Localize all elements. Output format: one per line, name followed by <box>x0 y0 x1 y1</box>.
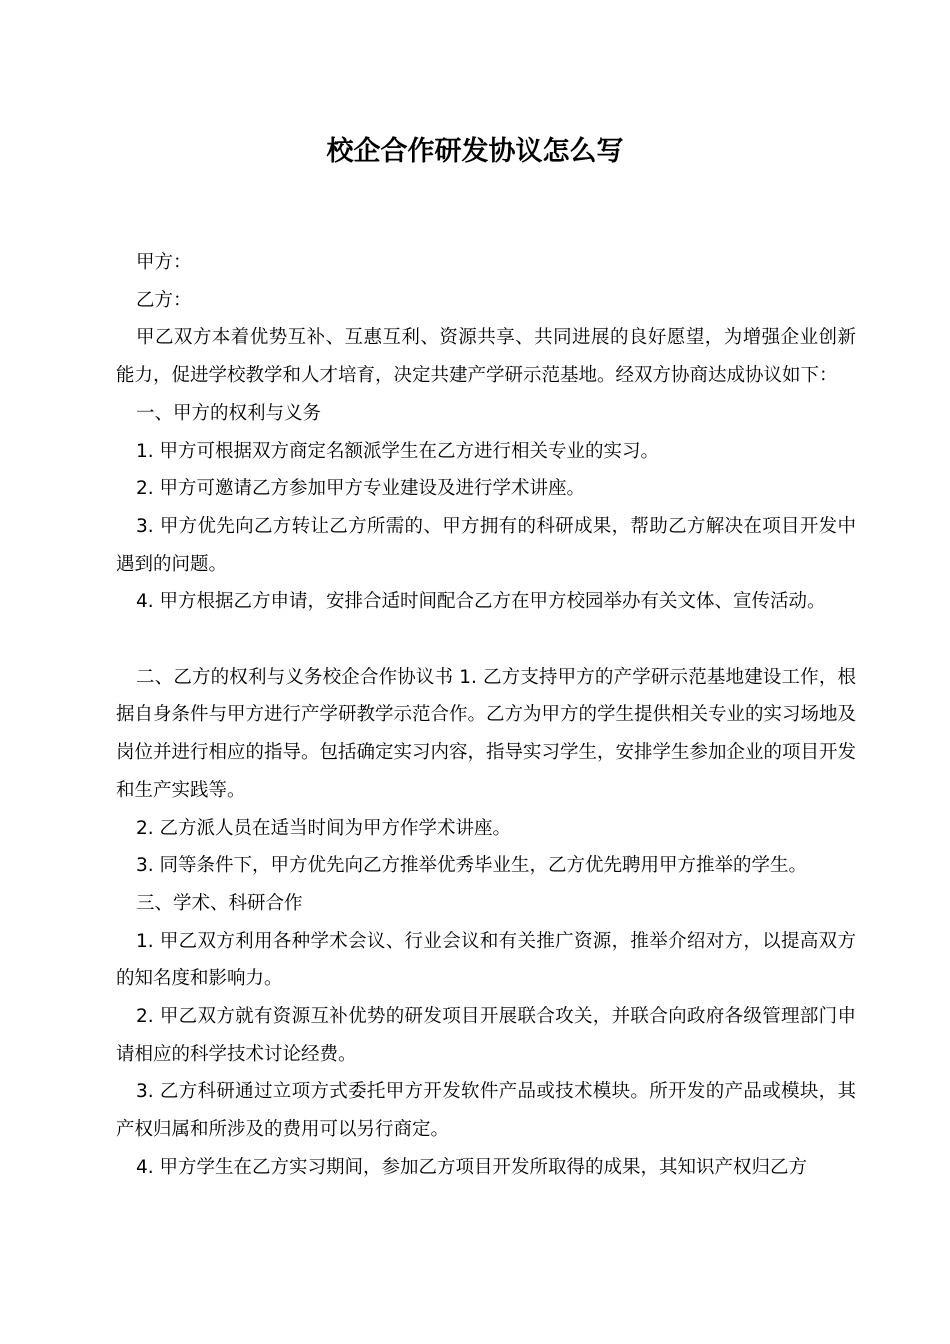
document-title: 校企合作研发协议怎么写 <box>326 136 624 167</box>
section-heading-1: 一、甲方的权利与义务 <box>136 402 322 424</box>
party-a-line: 甲方： <box>136 252 192 273</box>
clause-1-4: 4. 甲方根据乙方申请，安排合适时间配合乙方在甲方校园举办有关文体、宣传活动。 <box>136 591 826 613</box>
party-b-line: 乙方： <box>136 289 192 311</box>
clause-3-4: 4. 甲方学生在乙方实习期间，参加乙方项目开发所取得的成果，其知识产权归乙方 <box>136 1156 808 1178</box>
clause-2-2: 2. 乙方派人员在适当时间为甲方作学术讲座。 <box>136 817 512 839</box>
preamble-paragraph: 甲乙双方本着优势互补、互惠互利、资源共享、共同进展的良好愿望，为增强企业创新能力，促进学校教学和人才培育，决定共建产学研示范基地。经双方协商达成协议如下： <box>116 327 856 387</box>
section-heading-2-clause-2-1: 二、乙方的权利与义务校企合作协议书 1. 乙方支持甲方的产学研示范基地建设工作，根据自身条件与甲方进行产学研教学示范合作。乙方为甲方的学生提供相关专业的实习场地及岗位并进行相应的指导。包括确定实习内容，指导实习学生，安排学生参加企业的项目开发和生产实践等。 <box>116 666 857 801</box>
clause-3-1: 1. 甲乙双方利用各种学术会议、行业会议和有关推广资源，推举介绍对方，以提高双方的知名度和影响力。 <box>116 930 856 990</box>
clause-1-3: 3. 甲方优先向乙方转让乙方所需的、甲方拥有的科研成果，帮助乙方解决在项目开发中遇到的问题。 <box>116 515 856 575</box>
section-heading-3: 三、学术、科研合作 <box>136 892 303 914</box>
clause-3-2: 2. 甲乙双方就有资源互补优势的研发项目开展联合攻关，并联合向政府各级管理部门申请相应的科学技术讨论经费。 <box>116 1006 856 1065</box>
clause-3-3: 3. 乙方科研通过立项方式委托甲方开发软件产品或技术模块。所开发的产品或模块，其产权归属和所涉及的费用可以另行商定。 <box>116 1081 856 1141</box>
clause-1-2: 2. 甲方可邀请乙方参加甲方专业建设及进行学术讲座。 <box>136 478 586 500</box>
document-body <box>116 244 856 1187</box>
clause-2-3: 3. 同等条件下，甲方优先向乙方推举优秀毕业生，乙方优先聘用甲方推举的学生。 <box>136 855 808 877</box>
clause-1-1: 1. 甲方可根据双方商定名额派学生在乙方进行相关专业的实习。 <box>136 440 660 462</box>
